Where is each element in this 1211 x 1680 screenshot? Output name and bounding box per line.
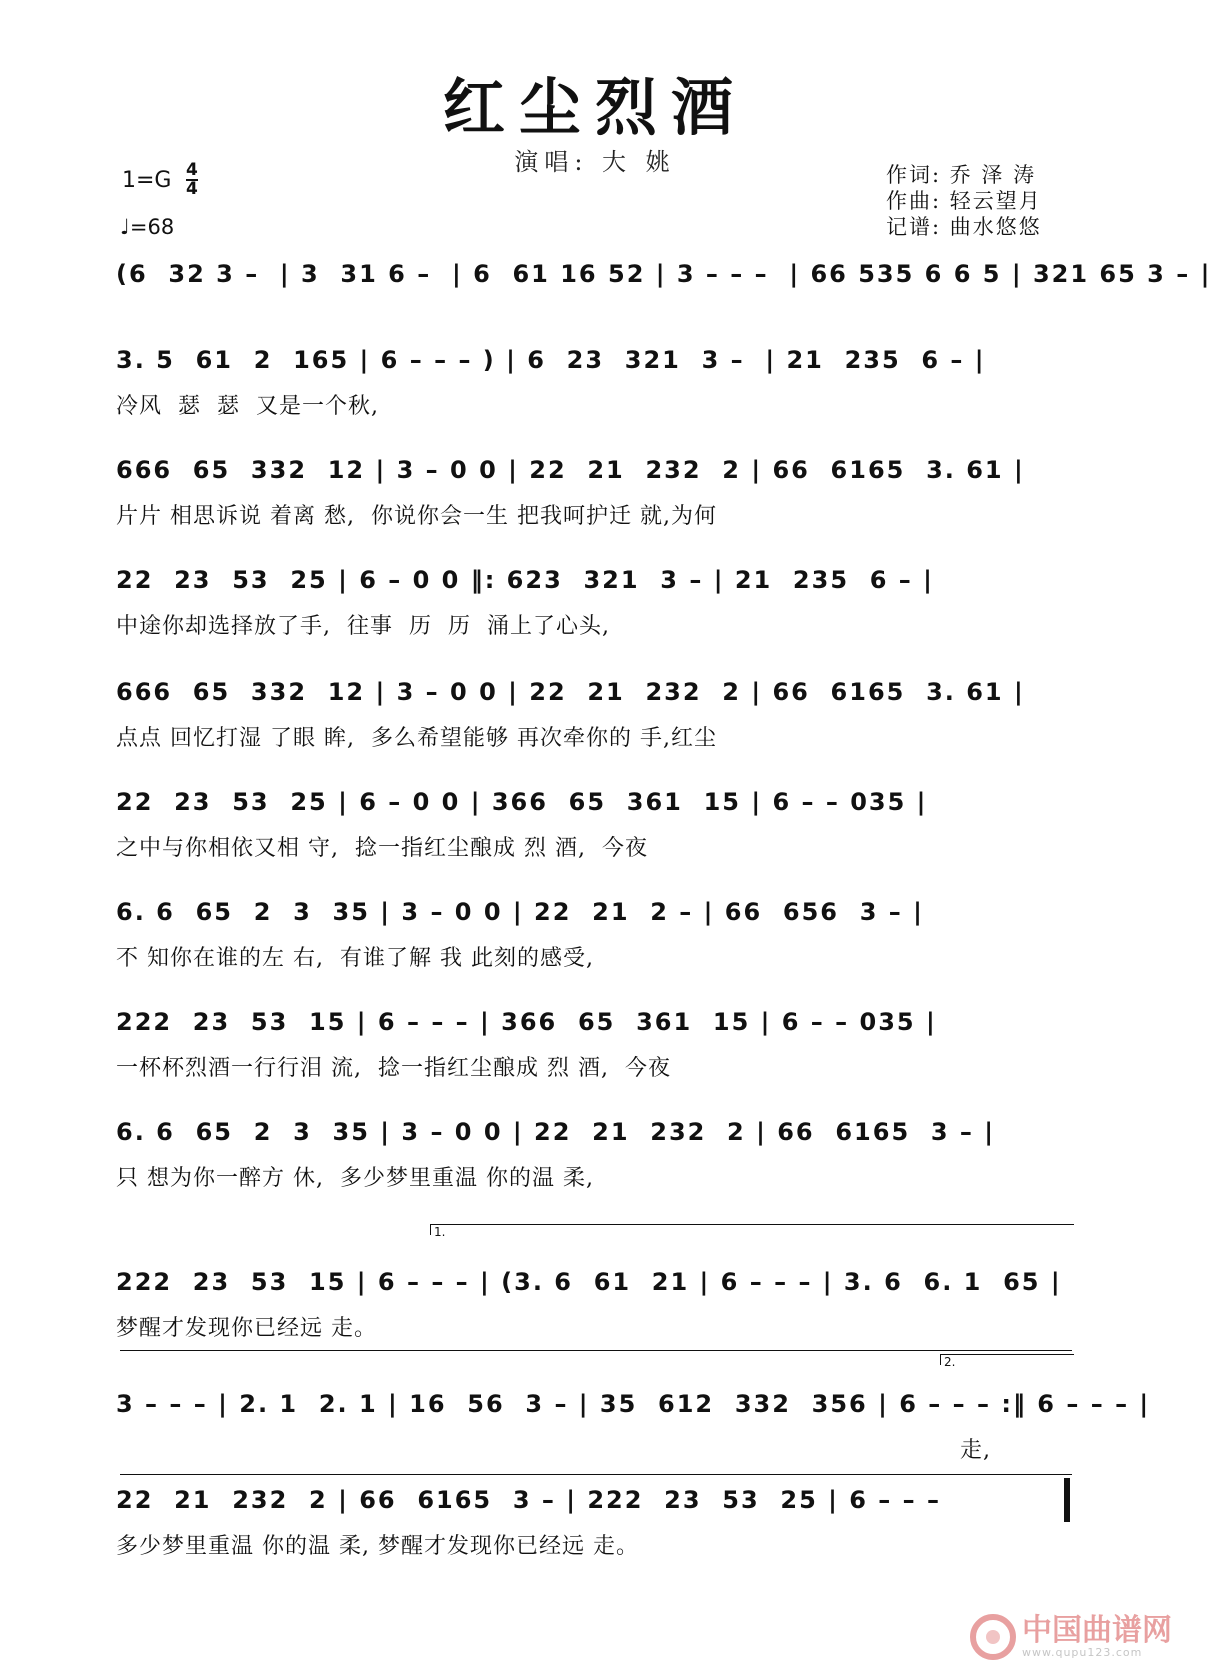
singer-credit: 演唱: 大 姚 [514, 148, 676, 176]
lyric-line-6: 之中与你相依又相 守, 捻一指红尘酿成 烈 酒, 今夜 [116, 836, 648, 861]
notation-line-6: 22 23 53 25 | 6 – 0 0 | 366 65 361 15 | 6 – – 035 | [116, 788, 928, 816]
lyric-line-7: 不 知你在谁的左 右, 有谁了解 我 此刻的感受, [116, 946, 594, 971]
notation-line-7: 6. 6 65 2 3 35 | 3 – 0 0 | 22 21 2 – | 66 656 3 – | [116, 898, 924, 926]
notation-line-4: 22 23 53 25 | 6 – 0 0 ‖: 623 321 3 – | 21 235 6 – | [116, 566, 934, 594]
site-watermark [970, 1614, 1172, 1660]
notation-line-8: 222 23 53 15 | 6 – – – | 366 65 361 15 | 6 – – 035 | [116, 1008, 937, 1036]
volta-second-ending: 2. [940, 1354, 1074, 1365]
notation-line-9: 6. 6 65 2 3 35 | 3 – 0 0 | 22 21 232 2 | 66 6165 3 – | [116, 1118, 996, 1146]
notation-line-11: 3 – – – | 2. 1 2. 1 | 16 56 3 – | 35 612 332 356 | 6 – – – :‖ 6 – – – | [116, 1390, 1151, 1418]
final-barline [1064, 1478, 1070, 1522]
tempo-marking: ♩=68 [120, 215, 175, 239]
notation-line-12: 22 21 232 2 | 66 6165 3 – | 222 23 53 25 | 6 – – – [116, 1486, 942, 1514]
notation-line-10: 222 23 53 15 | 6 – – – | (3. 6 61 21 | 6 – – – | 3. 6 6. 1 65 | [116, 1268, 1062, 1296]
lyric-line-12: 多少梦里重温 你的温 柔, 梦醒才发现你已经远 走。 [116, 1534, 639, 1559]
volta-first-ending: 1. [430, 1224, 1074, 1235]
watermark-site-name: 中国曲谱网 [1022, 1612, 1172, 1648]
lyric-line-11: 走, [960, 1438, 991, 1463]
lyric-line-8: 一杯杯烈酒一行行泪 流, 捻一指红尘酿成 烈 酒, 今夜 [116, 1056, 671, 1081]
notation-line-5: 666 65 332 12 | 3 – 0 0 | 22 21 232 2 | 66 6165 3. 61 | [116, 678, 1025, 706]
song-title: 红尘烈酒 [442, 71, 747, 144]
composer-credit: 作曲: 轻云望月 [886, 189, 1042, 213]
lyric-line-4: 中途你却选择放了手, 往事 历 历 涌上了心头, [116, 614, 610, 639]
ending-separator-rule [120, 1350, 1072, 1351]
notation-line-3: 666 65 332 12 | 3 – 0 0 | 22 21 232 2 | 66 6165 3. 61 | [116, 456, 1025, 484]
notation-line-2: 3. 5 61 2 165 | 6 – – – ) | 6 23 321 3 – | 21 235 6 – | [116, 346, 986, 374]
lyric-line-3: 片片 相思诉说 着离 愁, 你说你会一生 把我呵护迁 就,为何 [116, 504, 717, 529]
lyric-line-2: 冷风 瑟 瑟 又是一个秋, [116, 394, 379, 419]
time-signature-bottom: 4 [186, 179, 198, 199]
credits-block [886, 162, 1042, 240]
time-signature [186, 162, 198, 197]
lyric-line-10: 梦醒才发现你已经远 走。 [116, 1316, 377, 1341]
lyricist-credit: 作词: 乔 泽 涛 [886, 163, 1037, 187]
site-logo-icon [970, 1614, 1016, 1660]
transcriber-credit: 记谱: 曲水悠悠 [886, 215, 1042, 239]
key-signature: 1=G [122, 168, 172, 193]
watermark-text-block [1022, 1612, 1172, 1659]
notation-line-1: (6 32 3 – | 3 31 6 – | 6 61 16 52 | 3 – – – | 66 535 6 6 5 | 321 65 3 – | [116, 260, 1211, 288]
lyric-line-9: 只 想为你一醉方 休, 多少梦里重温 你的温 柔, [116, 1166, 594, 1191]
watermark-url: www.qupu123.com [1022, 1645, 1143, 1659]
lyric-line-5: 点点 回忆打湿 了眼 眸, 多么希望能够 再次牵你的 手,红尘 [116, 726, 717, 751]
coda-separator-rule [120, 1474, 1072, 1475]
time-signature-top: 4 [186, 160, 198, 180]
